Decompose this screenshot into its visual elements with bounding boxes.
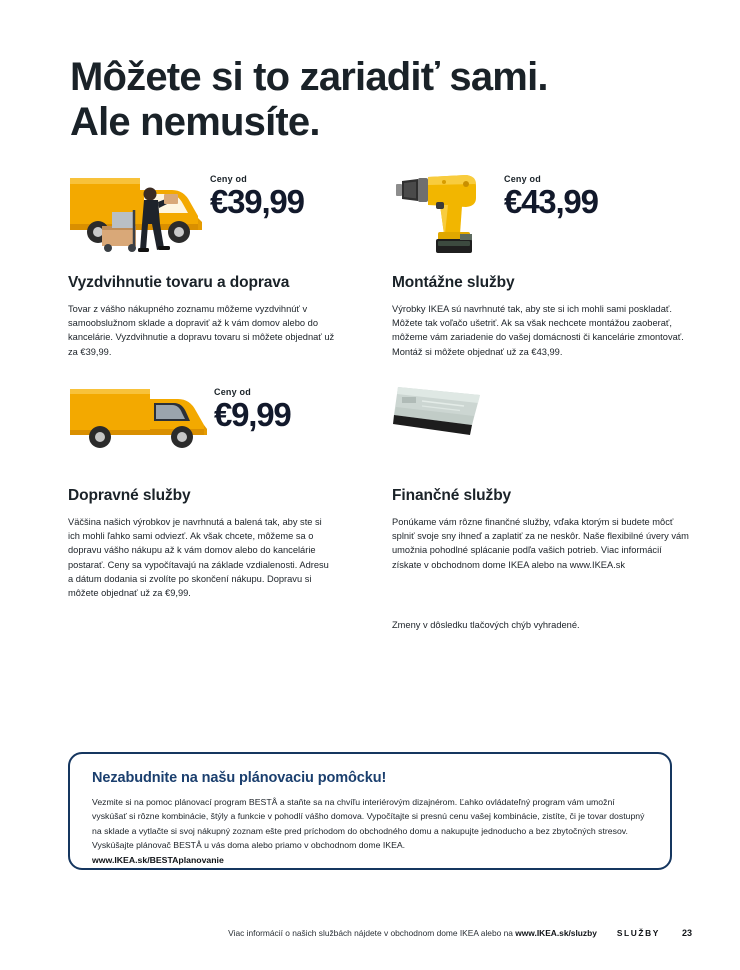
- price-label: Ceny od: [210, 174, 247, 184]
- service-header: [68, 381, 336, 473]
- service-title: Vyzdvihnutie tovaru a doprava: [68, 274, 290, 291]
- footer-note: [228, 928, 597, 938]
- service-description: Výrobky IKEA sú navrhnuté tak, aby ste si ich mohli sami poskladať. Môžete tak voľačo ušetriť. Ak sa však nechcete montážou zaoberať, môžeme vám zariadenie do vašej domácnosti či kancelárie zmontovať. Montáž si môžete objednať už za €43,99.: [392, 304, 684, 357]
- footer-note-text: Viac informácií o našich službách nájdete v obchodnom dome IKEA alebo na: [228, 928, 516, 938]
- service-header: [68, 168, 336, 260]
- services-row-2: [0, 381, 740, 630]
- cordless-drill-icon: [392, 168, 498, 256]
- delivery-truck-with-worker-icon: [68, 168, 204, 256]
- price-block: [504, 168, 598, 218]
- service-header: [392, 381, 692, 473]
- service-title: Montážne služby: [392, 274, 515, 291]
- planner-callout-box: [68, 752, 672, 870]
- page-title: [70, 55, 690, 146]
- price-block: [214, 381, 291, 431]
- service-title: Dopravné služby: [68, 486, 191, 504]
- service-card-transport: [0, 381, 348, 630]
- service-card-financial: [348, 381, 740, 630]
- services-row-1: [0, 168, 740, 359]
- price-label: Ceny od: [214, 386, 251, 397]
- service-description: Tovar z vášho nákupného zoznamu môžeme vyzdvihnúť v samoobslužnom sklade a dopraviť až k vám domov alebo do kancelárie. Vyzdvihnutie a dopravu tovaru si môžete objednať už za €39,99.: [68, 304, 335, 357]
- footer-section-label: SLUŽBY: [616, 928, 660, 938]
- box-truck-icon: [68, 381, 208, 461]
- price-value: €43,99: [504, 183, 598, 220]
- callout-link[interactable]: www.IKEA.sk/BESTAplanovanie: [92, 854, 224, 865]
- footer-link[interactable]: www.IKEA.sk/sluzby: [515, 928, 597, 938]
- service-header: [392, 168, 692, 260]
- service-title: Finančné služby: [392, 486, 512, 504]
- callout-title: Nezabudnite na našu plánovaciu pomôcku!: [92, 770, 387, 786]
- service-description: Ponúkame vám rôzne finančné služby, vďaka ktorým si budete môcť splniť svoje sny ihneď a zaplatiť za ne neskôr. Naše flexibilné úvery vám umožnia pohodlné splácanie podľa vašich potrieb. Viac informácií získate v obchodnom dome IKEA alebo na www.IKEA.sk: [392, 516, 689, 570]
- callout-body: Vezmite si na pomoc plánovací program BESTÅ a staňte sa na chvíľu interiérovým dizajnérom. Ľahko ovládateľný program vám umožní vyskúšať si rôzne kombinácie, štýly a funkcie v pohodlí vášho domova. Vypočítajte si presnú cenu vašej kombinácie, zistíte, či je tovar dostupný na sklade a vytlačte si svoj nákupný zoznam ešte pred príchodom do obchodného domu a nakupujte jednoducho a bez zbytočných stresov. Vyskúšajte plánovač BESTÅ u vás doma alebo priamo v obchodnom dome IKEA.: [92, 797, 645, 851]
- page-number: 23: [681, 928, 692, 938]
- services-grid: [0, 168, 740, 630]
- price-block: [210, 168, 304, 218]
- service-description: Väčšina našich výrobkov je navrhnutá a balená tak, aby ste si ich mohli ľahko sami odviezť. Ak však chcete, môžeme sa o dopravu vášho nákupu až k vám domov alebo do kancelárie postarať. Ceny sa vypočítavajú na základe vzdialenosti. Adresu a dátum dodania si zvolíte po skončení nákupu. Dopravu si môžete objednať už za €9,99.: [68, 516, 329, 598]
- page-footer: [0, 928, 740, 938]
- price-label: Ceny od: [504, 174, 541, 184]
- service-card-assembly: [348, 168, 740, 359]
- price-value: €39,99: [210, 183, 304, 220]
- disclaimer-note: Zmeny v dôsledku tlačových chýb vyhradené.: [392, 619, 580, 630]
- headline-line-2: Ale nemusíte.: [70, 100, 320, 145]
- price-value: €9,99: [214, 395, 291, 433]
- headline-line-1: Môžete si to zariadiť sami.: [70, 54, 548, 99]
- credit-card-icon: [392, 381, 492, 445]
- service-card-pickup-delivery: [0, 168, 348, 359]
